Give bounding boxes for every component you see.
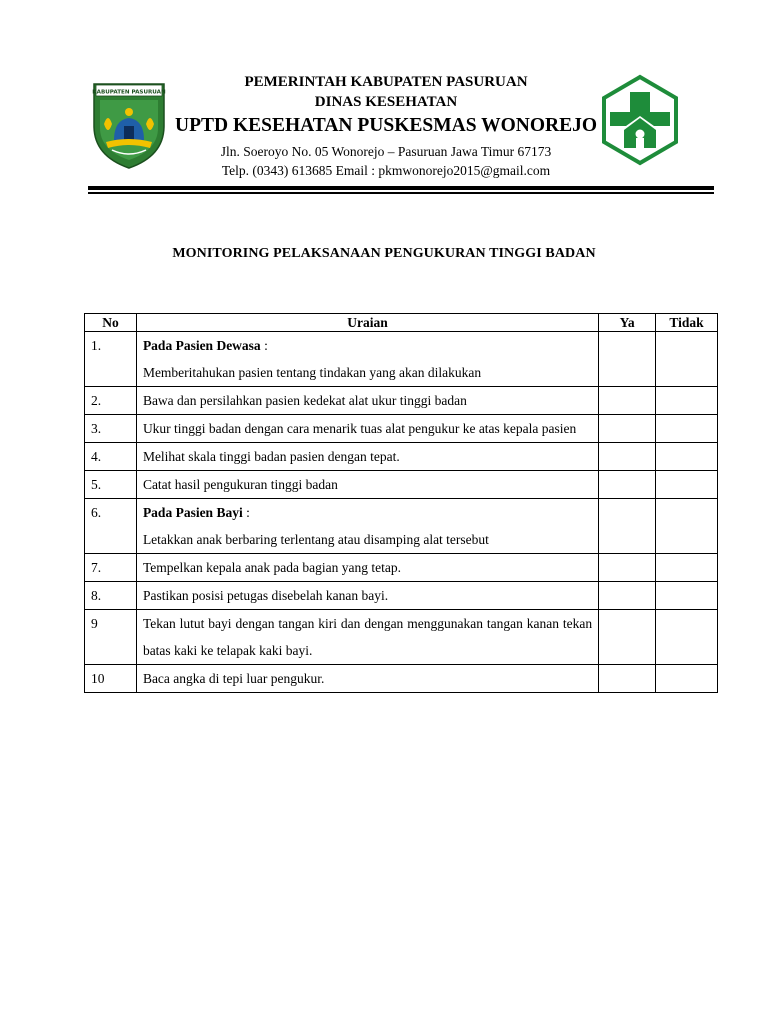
document-title: MONITORING PELAKSANAAN PENGUKURAN TINGGI BADAN <box>172 246 596 261</box>
tidak-checkbox-cell[interactable] <box>656 499 718 554</box>
row-number: 9 <box>85 610 137 665</box>
table-row <box>85 332 718 387</box>
row-description <box>136 499 598 554</box>
row-description: Melihat skala tinggi badan pasien dengan tepat. <box>136 443 598 471</box>
row-description: Baca angka di tepi luar pengukur. <box>136 665 598 693</box>
department-name: DINAS KESEHATAN <box>314 94 458 110</box>
ya-checkbox-cell[interactable] <box>599 471 656 499</box>
tidak-checkbox-cell[interactable] <box>656 387 718 415</box>
ya-checkbox-cell[interactable] <box>599 582 656 610</box>
header-no: No <box>85 314 137 332</box>
row-text: Letakkan anak berbaring terlentang atau disamping alat tersebut <box>142 532 489 547</box>
row-description: Ukur tinggi badan dengan cara menarik tuas alat pengukur ke atas kepala pasien <box>136 415 598 443</box>
row-number: 1. <box>85 332 137 387</box>
section-heading-suffix: : <box>260 338 268 353</box>
section-heading: Pada Pasien Bayi <box>142 505 243 520</box>
regency-coat-of-arms-icon <box>90 78 168 170</box>
letterhead-rule-thick <box>88 186 714 190</box>
letterhead-rule-thin <box>88 192 714 194</box>
header-tidak: Tidak <box>656 314 718 332</box>
ya-checkbox-cell[interactable] <box>599 332 656 387</box>
tidak-checkbox-cell[interactable] <box>656 443 718 471</box>
header-uraian: Uraian <box>136 314 598 332</box>
tidak-checkbox-cell[interactable] <box>656 554 718 582</box>
row-number: 8. <box>85 582 137 610</box>
ya-checkbox-cell[interactable] <box>599 443 656 471</box>
table-row <box>85 499 718 554</box>
institution-name: UPTD KESEHATAN PUSKESMAS WONOREJO <box>174 115 598 136</box>
row-description: Tekan lutut bayi dengan tangan kiri dan dengan menggunakan tangan kanan tekan batas kaki ke telapak kaki bayi. <box>136 610 598 665</box>
address: Jln. Soeroyo No. 05 Wonorejo – Pasuruan Jawa Timur 67173 <box>220 144 552 159</box>
table-row <box>85 415 718 443</box>
row-number: 7. <box>85 554 137 582</box>
monitoring-checklist-table <box>84 313 718 693</box>
tidak-checkbox-cell[interactable] <box>656 415 718 443</box>
row-description: Tempelkan kepala anak pada bagian yang tetap. <box>136 554 598 582</box>
table-row <box>85 665 718 693</box>
row-number: 2. <box>85 387 137 415</box>
ya-checkbox-cell[interactable] <box>599 499 656 554</box>
ya-checkbox-cell[interactable] <box>599 554 656 582</box>
ya-checkbox-cell[interactable] <box>599 610 656 665</box>
section-heading-suffix: : <box>242 505 250 520</box>
contact-info: Telp. (0343) 613685 Email : pkmwonorejo2015@gmail.com <box>221 163 551 178</box>
table-row <box>85 554 718 582</box>
row-description: Pastikan posisi petugas disebelah kanan bayi. <box>136 582 598 610</box>
row-description: Bawa dan persilahkan pasien kedekat alat ukur tinggi badan <box>136 387 598 415</box>
tidak-checkbox-cell[interactable] <box>656 610 718 665</box>
tidak-checkbox-cell[interactable] <box>656 471 718 499</box>
letterhead-text <box>170 72 602 180</box>
row-number: 10 <box>85 665 137 693</box>
ya-checkbox-cell[interactable] <box>599 415 656 443</box>
row-description <box>136 332 598 387</box>
table-row <box>85 582 718 610</box>
table-row <box>85 443 718 471</box>
row-text: Memberitahukan pasien tentang tindakan yang akan dilakukan <box>142 365 482 380</box>
table-row <box>85 610 718 665</box>
tidak-checkbox-cell[interactable] <box>656 665 718 693</box>
ya-checkbox-cell[interactable] <box>599 665 656 693</box>
letterhead <box>0 0 768 200</box>
row-number: 3. <box>85 415 137 443</box>
header-ya: Ya <box>599 314 656 332</box>
row-description: Catat hasil pengukuran tinggi badan <box>136 471 598 499</box>
row-number: 5. <box>85 471 137 499</box>
tidak-checkbox-cell[interactable] <box>656 582 718 610</box>
table-row <box>85 471 718 499</box>
table-header-row <box>85 314 718 332</box>
tidak-checkbox-cell[interactable] <box>656 332 718 387</box>
crest-banner-text: KABUPATEN PASURUAN <box>92 89 166 96</box>
table-row <box>85 387 718 415</box>
government-name: PEMERINTAH KABUPATEN PASURUAN <box>244 74 528 90</box>
row-number: 4. <box>85 443 137 471</box>
puskesmas-cross-emblem-icon <box>600 74 680 166</box>
ya-checkbox-cell[interactable] <box>599 387 656 415</box>
row-number: 6. <box>85 499 137 554</box>
section-heading: Pada Pasien Dewasa <box>142 338 261 353</box>
